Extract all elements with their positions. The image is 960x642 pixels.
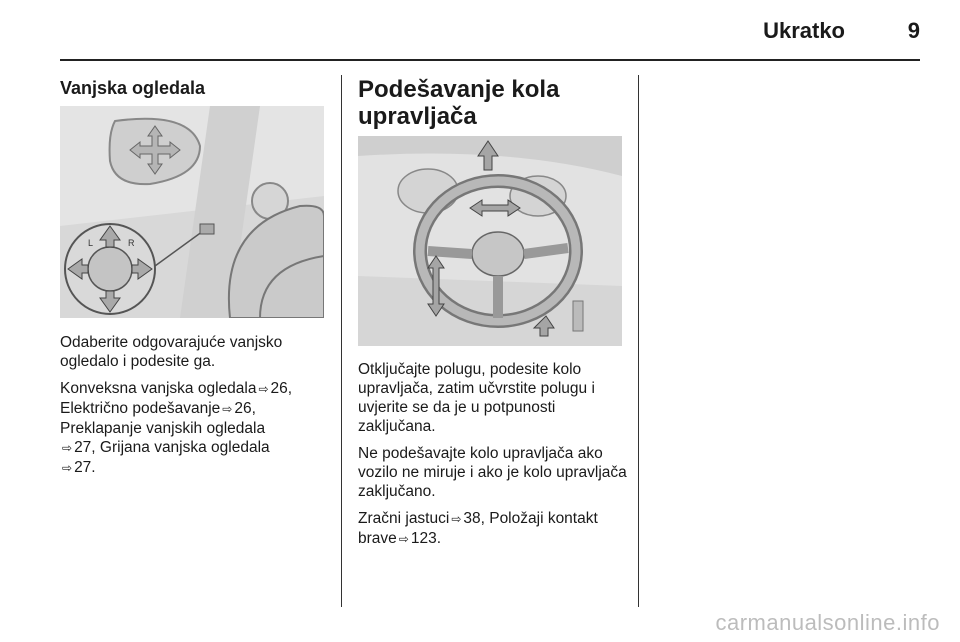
steering-text (358, 360, 630, 557)
steering-paragraph-1: Otključajte polugu, podesite kolo upravljača, zatim učvrstite polugu i uvjerite se da je u potpunosti zaključana. (358, 361, 595, 435)
column-divider-1 (341, 75, 342, 607)
mirror-text (60, 333, 330, 486)
column-divider-2 (638, 75, 639, 607)
mirror-adjust-figure (60, 106, 324, 318)
xref-arrow-icon: ⇨ (451, 512, 462, 526)
section-heading-steering: Podešavanje kola upravljača (358, 76, 560, 130)
section-heading-mirrors: Vanjska ogledala (60, 78, 206, 98)
mirror-right-label: R (128, 238, 135, 248)
page-header-title: Ukratko (763, 18, 845, 43)
xref-arrow-icon: ⇨ (398, 532, 409, 546)
xref-arrow-icon: ⇨ (62, 441, 73, 455)
steering-paragraph-3: Zračni jastuci ⇨ 38, Položaji kontakt brave ⇨ 123. (358, 510, 598, 547)
xref-arrow-icon: ⇨ (62, 461, 73, 475)
page-number: 9 (907, 18, 920, 43)
header-rule (60, 59, 920, 61)
xref-arrow-icon: ⇨ (222, 402, 233, 416)
steering-paragraph-2: Ne podešavajte kolo upravljača ako vozilo ne miruje i ako je kolo upravljača zaključano. (358, 445, 627, 500)
mirror-paragraph-1: Odaberite odgovarajuće vanjsko ogledalo i podesite ga. (60, 334, 283, 370)
watermark: carmanualsonline.info (715, 610, 940, 635)
mirror-left-label: L (88, 238, 94, 248)
mirror-paragraph-2: Konveksna vanjska ogledala ⇨ 26, Električno podešavanje ⇨ 26, Preklapanje vanjskih ogledala ⇨ 27, Grijana vanjska ogledala ⇨ 27. (60, 380, 293, 476)
xref-arrow-icon: ⇨ (258, 382, 269, 396)
steering-adjust-figure (358, 136, 622, 346)
